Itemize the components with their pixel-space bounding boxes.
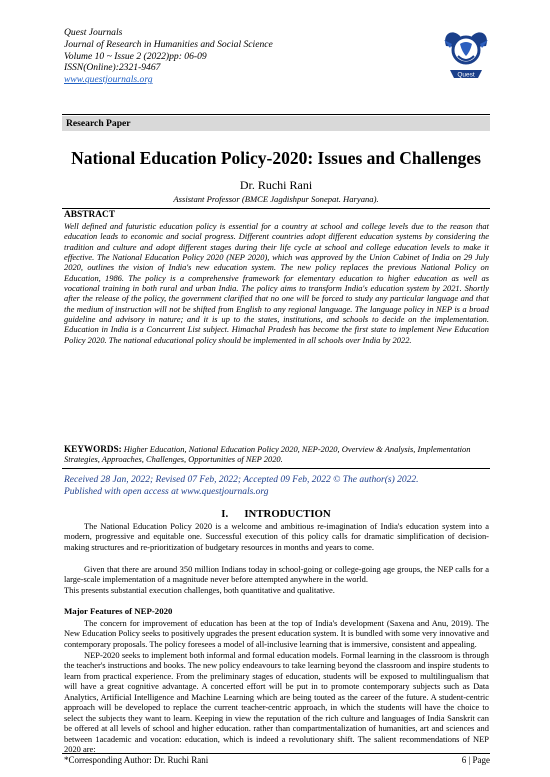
footer-rule bbox=[62, 753, 490, 754]
page-number: 6 | Page bbox=[461, 755, 490, 765]
journal-name: Quest Journals bbox=[64, 27, 123, 38]
abstract-heading: ABSTRACT bbox=[64, 210, 116, 220]
subsection-heading-major-features: Major Features of NEP-2020 bbox=[64, 606, 173, 616]
major-features-paragraph-1: The concern for improvement of education has been at the top of India's development (Saxena and Anu, 2019). The New Education Policy seeks to positively upgrades the present education system. It is bundled with some very innovative and contemporary proposals. The policy foresees a model of all-inclusive learning that is immersive, consistent and appealing. bbox=[64, 618, 489, 649]
journal-title: Journal of Research in Humanities and Social Science bbox=[64, 38, 273, 50]
section-heading-introduction: I. INTRODUCTION bbox=[221, 508, 331, 520]
intro-paragraph-1: The National Education Policy 2020 is a welcome and ambitious re-imagination of India's education system into a modern, progressive and equitable one. Successful execution of this policy calls for dramatic simplification of decision-making structures and re-prioritization of budgetary resources in months and years to come. bbox=[64, 521, 489, 552]
author-affiliation: Assistant Professor (BMCE Jagdishpur Sonepat. Haryana). bbox=[173, 194, 379, 204]
journal-header bbox=[64, 27, 484, 86]
author-name: Dr. Ruchi Rani bbox=[239, 178, 313, 192]
quest-logo-icon bbox=[440, 26, 492, 82]
volume-issue: Volume 10 ~ Issue 2 (2022)pp: 06-09 bbox=[64, 50, 207, 62]
intro-paragraph-3: This presents substantial execution challenges, both quantitative and qualitative. bbox=[64, 585, 335, 595]
paper-type-label: Research Paper bbox=[62, 116, 490, 131]
intro-paragraph-2: Given that there are around 350 million Indians today in school-going or college-going age groups, the NEP calls for a large-scale implementation of a magnitude never before attempted anywhere in the world. bbox=[64, 564, 489, 585]
abstract-text: Well defined and futuristic education policy is essential for a country at school and college levels due to the reason that education leads to economic and social progress. Different countries adopt different education systems by considering the tradition and culture and adopt different stages during their life cycle at school and college education levels to make it effective. The National Education Policy 2020 (NEP 2020), which was approved by the Union Cabinet of India on 29 July 2020, outlines the vision of India's new education system. The new policy replaces the previous National Policy on Education, 1986. The policy is a comprehensive framework for elementary education to higher education as well as vocational training in both rural and urban India. The policy aims to transform India's education system by 2021. Shortly after the release of the policy, the government clarified that no one will be forced to study any particular language and that the medium of instruction will not be shifted from English to any regional language. The language policy in NEP is a broad guideline and advisory in nature; and it is up to the states, institutions, and schools to decide on the implementation. Education in India is a Concurrent List subject. Himachal Pradesh has become the first state to implement New Education Policy 2020. The national educational policy should be implemented in all schools over India by 2022. bbox=[64, 221, 489, 345]
abstract-top-rule bbox=[62, 208, 490, 209]
abstract-bottom-rule bbox=[62, 468, 490, 469]
journal-website-link[interactable]: www.questjournals.org bbox=[64, 74, 153, 86]
paper-title: National Education Policy-2020: Issues and Challenges bbox=[71, 148, 481, 168]
keywords-text: Higher Education, National Education Policy 2020, NEP-2020, Overview & Analysis, Implementation Strategies, Approaches, Challenges, Opportunities of NEP 2020. bbox=[64, 444, 471, 465]
publication-dates bbox=[64, 474, 489, 498]
corresponding-author: *Corresponding Author: Dr. Ruchi Rani bbox=[64, 755, 209, 765]
keywords bbox=[64, 444, 489, 464]
issn: ISSN(Online):2321-9467 bbox=[64, 62, 161, 74]
dates-published: Published with open access at www.questjournals.org bbox=[64, 487, 269, 497]
header-rule bbox=[62, 114, 490, 115]
dates-received: Received 28 Jan, 2022; Revised 07 Feb, 2022; Accepted 09 Feb, 2022 © The author(s) 2022. bbox=[64, 475, 419, 485]
keywords-label: KEYWORDS: bbox=[64, 444, 122, 454]
svg-text:Quest: Quest bbox=[457, 71, 475, 79]
major-features-paragraph-2: NEP-2020 seeks to implement both informal and formal education models. Formal learning in the classroom is through the teacher's instructions and books. The new policy endeavours to take learning beyond the classroom and inspire students to learn from practical experience. From the preliminary stages of education, students will be exposed to multilingualism that will have a great cognitive advantage. A concerted effort will be put in to promote contemporary subjects such as Data Analytics, Artificial Intelligence and Machine Learning which are being touted as the career of the future. A student-centric approach will be developed to replace the current teacher-centric approach, in which the students will have the choice to select the subjects they want to learn. Keeping in view the reputation of the rich culture and languages of India Sanskrit can be offered at all levels of school and higher education. rather than compartmentalization of humanities, art and sciences and between 1academic and vocation: education, which is indeed a revolutionary shift. The salient recommendations of NEP 2020 are: bbox=[64, 650, 489, 755]
